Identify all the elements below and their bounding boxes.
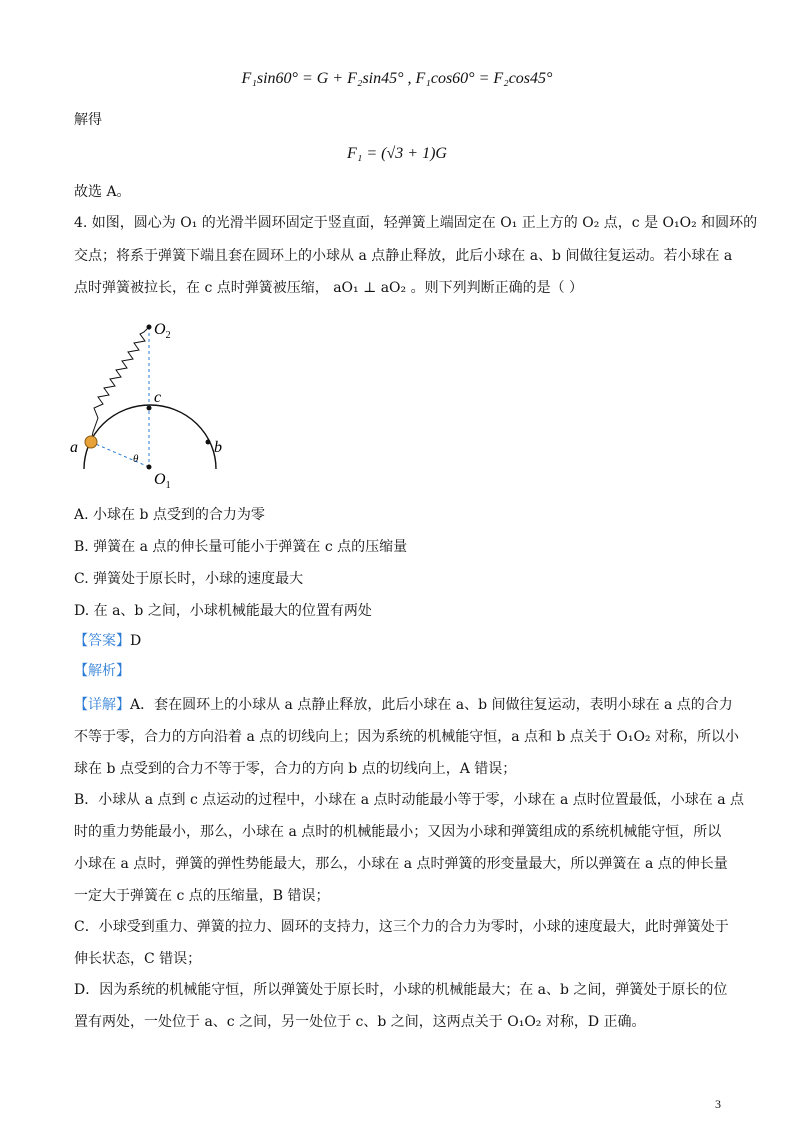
label-a: a (70, 439, 78, 456)
text-choose-a: 故选 A。 (74, 184, 131, 200)
label-c: c (154, 389, 162, 406)
detail-tag: 【详解】 (74, 697, 130, 713)
label-theta: θ (133, 453, 139, 465)
detail-c-line-1: C．小球受到重力、弹簧的拉力、圆环的支持力，这三个力的合力为零时，小球的速度最大，此时弹簧处于 (74, 919, 729, 935)
question-4-line-2: 交点；将系于弹簧下端且套在圆环上的小球从 a 点静止释放，此后小球在 a、b 间做往复运动。若小球在 a (74, 248, 733, 264)
option-d: D. 在 a、b 之间，小球机械能最大的位置有两处 (74, 603, 372, 619)
analysis-tag: 【解析】 (74, 663, 130, 679)
detail-b-line-1: B．小球从 a 点到 c 点运动的过程中，小球在 a 点时动能最小等于零，小球在 a 点时位置最低，小球在 a 点 (74, 792, 745, 808)
ball (85, 436, 97, 448)
label-b: b (214, 439, 222, 456)
detail-d-line-2: 置有两处，一处位于 a、c 之间，另一处位于 c、b 之间，这两点关于 O₁O₂ 对称，D 正确。 (74, 1014, 646, 1030)
option-a: A. 小球在 b 点受到的合力为零 (74, 507, 265, 523)
detail-b-line-2: 时的重力势能最小，那么，小球在 a 点时的机械能最小；又因为小球和弹簧组成的系统机械能守恒，所以 (74, 824, 722, 840)
label-o1: $O_1$ (154, 471, 171, 491)
label-o2: $O_2$ (154, 321, 171, 341)
question-4-line-3: 点时弹簧被拉长，在 c 点时弹簧被压缩， aO₁ ⊥ aO₂ 。则下列判断正确的是（ ） (74, 280, 584, 296)
point-o2 (147, 325, 152, 330)
point-c (147, 406, 152, 411)
answer-tag: 【答案】 (74, 633, 130, 649)
detail-c-line-2: 伸长状态，C 错误； (74, 951, 202, 967)
point-o1 (147, 465, 152, 470)
answer-value: D (130, 633, 142, 649)
spring (91, 327, 149, 442)
question-4-line-1: 4. 如图，圆心为 O₁ 的光滑半圆环固定于竖直面，轻弹簧上端固定在 O₁ 正上方的 O₂ 点，c 是 O₁O₂ 和圆环的 (74, 215, 758, 231)
option-c: C. 弹簧处于原长时，小球的速度最大 (74, 571, 304, 587)
spring-ring-diagram (68, 314, 238, 494)
text-jiede: 解得 (74, 112, 102, 128)
dashed-line-a-o1 (91, 442, 149, 467)
page-number: 3 (715, 1097, 721, 1111)
detail-a-line-1: 【详解】A．套在圆环上的小球从 a 点静止释放，此后小球在 a、b 间做往复运动，表明小球在 a 点的合力 (74, 697, 733, 713)
detail-a-line-2: 不等于零，合力的方向沿着 a 点的切线向上；因为系统的机械能守恒，a 点和 b 点关于 O₁O₂ 对称，所以小 (74, 729, 739, 745)
point-b (206, 440, 211, 445)
semicircle-ring (84, 405, 216, 469)
detail-b-line-3: 小球在 a 点时，弹簧的弹性势能最大，那么，小球在 a 点时弹簧的形变量最大，所以弹簧在 a 点的伸长量 (74, 856, 728, 872)
answer-line (74, 631, 141, 651)
equation-force-balance: F₁sin60° = G + F₂sin45° , F₁cos60° = F₂cos45° (241, 70, 553, 87)
detail-d-line-1: D．因为系统的机械能守恒，所以弹簧处于原长时，小球的机械能最大；在 a、b 之间，弹簧处于原长的位 (74, 982, 728, 998)
equation-result: F₁ = (√3 + 1)G (347, 145, 447, 162)
detail-b-line-4: 一定大于弹簧在 c 点的压缩量，B 错误； (74, 888, 330, 904)
detail-a-line-3: 球在 b 点受到的合力不等于零，合力的方向 b 点的切线向上，A 错误； (74, 761, 517, 777)
option-b: B. 弹簧在 a 点的伸长量可能小于弹簧在 c 点的压缩量 (74, 539, 408, 555)
